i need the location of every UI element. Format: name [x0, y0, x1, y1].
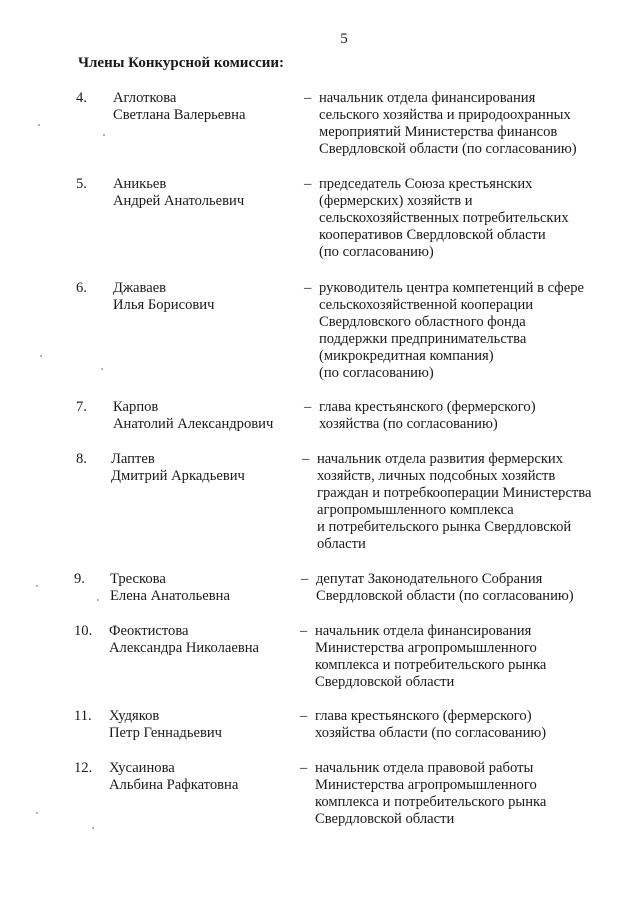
member-position — [315, 623, 615, 691]
scan-speck — [36, 812, 38, 814]
member-number: 4. — [76, 90, 87, 106]
member-name-line: Александра Николаевна — [109, 640, 260, 656]
member-name-line: Аглоткова — [113, 90, 177, 106]
member-position-line: депутат Законодательного Собрания — [316, 571, 543, 587]
member-position — [317, 451, 617, 553]
scan-speck — [103, 134, 105, 136]
member-dash: – — [304, 90, 312, 106]
member-name-line: Альбина Рафкатовна — [109, 777, 239, 793]
member-dash: – — [300, 623, 308, 639]
member-position-line: Министерства агропромышленного — [315, 777, 537, 793]
scan-speck — [36, 585, 38, 587]
member-name — [113, 280, 298, 314]
member-dash: – — [304, 176, 312, 192]
member-position-line: области — [317, 536, 366, 552]
member-number: 7. — [76, 399, 87, 415]
member-number: 8. — [76, 451, 87, 467]
member-dash: – — [300, 708, 308, 724]
member-name-line: Худяков — [109, 708, 160, 724]
member-position-line: мероприятий Министерства финансов — [319, 124, 558, 140]
member-name — [113, 90, 298, 124]
member-position-line: руководитель центра компетенций в сфере — [319, 280, 585, 296]
member-number: 6. — [76, 280, 87, 296]
member-position-line: глава крестьянского (фермерского) — [319, 399, 536, 415]
member-name-line: Карпов — [113, 399, 159, 415]
member-number: 10. — [74, 623, 93, 639]
member-name-line: Дмитрий Аркадьевич — [111, 468, 245, 484]
member-name-line: Илья Борисович — [113, 297, 215, 313]
member-number: 5. — [76, 176, 87, 192]
member-name-line: Светлана Валерьевна — [113, 107, 246, 123]
scan-speck — [97, 599, 99, 601]
member-position — [319, 280, 619, 382]
member-dash: – — [300, 760, 308, 776]
member-position-line: и потребительского рынка Свердловской — [317, 519, 572, 535]
member-position — [316, 571, 616, 605]
member-position-line: агропромышленного комплекса — [317, 502, 514, 518]
member-position — [319, 176, 619, 261]
member-position-line: (по согласованию) — [319, 365, 434, 381]
member-position-line: сельскохозяйственных потребительских — [319, 210, 569, 226]
member-number: 11. — [74, 708, 92, 724]
member-position-line: хозяйства области (по согласованию) — [315, 725, 547, 741]
member-name-line: Андрей Анатольевич — [113, 193, 245, 209]
scan-speck — [40, 355, 42, 357]
member-dash: – — [302, 451, 310, 467]
member-name-line: Трескова — [110, 571, 166, 587]
scan-speck — [38, 124, 40, 126]
member-position-line: комплекса и потребительского рынка — [315, 794, 547, 810]
page-number: 5 — [340, 31, 348, 47]
member-dash: – — [304, 280, 312, 296]
member-name-line: Феоктистова — [109, 623, 189, 639]
member-name-line: Аникьев — [113, 176, 167, 192]
member-position-line: поддержки предпринимательства — [319, 331, 527, 347]
member-position-line: Свердловской области (по согласованию) — [316, 588, 574, 604]
member-number: 12. — [74, 760, 93, 776]
member-position-line: начальник отдела финансирования — [319, 90, 536, 106]
member-position-line: Свердловской области — [315, 674, 455, 690]
scan-speck — [92, 827, 94, 829]
member-name — [109, 623, 294, 657]
member-name-line: Петр Геннадьевич — [109, 725, 223, 741]
member-position-line: глава крестьянского (фермерского) — [315, 708, 532, 724]
member-position-line: сельскохозяйственной кооперации — [319, 297, 534, 313]
member-name-line: Джаваев — [113, 280, 167, 296]
member-name-line: Хусаинова — [109, 760, 175, 776]
member-position-line: граждан и потребкооперации Министерства — [317, 485, 592, 501]
member-name — [109, 708, 294, 742]
member-position-line: Свердловской области — [315, 811, 455, 827]
member-position — [319, 90, 619, 158]
member-position-line: (по согласованию) — [319, 244, 434, 260]
member-dash: – — [301, 571, 309, 587]
member-name — [113, 399, 298, 433]
member-position — [315, 760, 615, 828]
member-number: 9. — [74, 571, 85, 587]
member-position-line: начальник отдела развития фермерских — [317, 451, 564, 467]
member-position-line: сельского хозяйства и природоохранных — [319, 107, 571, 123]
section-heading: Члены Конкурсной комиссии: — [78, 55, 285, 71]
member-position-line: начальник отдела правовой работы — [315, 760, 534, 776]
member-dash: – — [304, 399, 312, 415]
member-name — [111, 451, 296, 485]
member-name — [109, 760, 294, 794]
member-position-line: председатель Союза крестьянских — [319, 176, 533, 192]
member-position-line: (микрокредитная компания) — [319, 348, 494, 364]
member-position-line: Министерства агропромышленного — [315, 640, 537, 656]
member-position-line: хозяйства (по согласованию) — [319, 416, 498, 432]
member-position-line: Свердловской области (по согласованию) — [319, 141, 577, 157]
member-position — [319, 399, 619, 433]
member-position-line: Свердловского областного фонда — [319, 314, 526, 330]
member-name — [113, 176, 298, 210]
member-position-line: комплекса и потребительского рынка — [315, 657, 547, 673]
member-position — [315, 708, 615, 742]
member-position-line: начальник отдела финансирования — [315, 623, 532, 639]
member-name-line: Анатолий Александрович — [113, 416, 274, 432]
member-position-line: (фермерских) хозяйств и — [319, 193, 473, 209]
scan-speck — [101, 368, 103, 370]
member-position-line: хозяйств, личных подсобных хозяйств — [317, 468, 556, 484]
member-name — [110, 571, 295, 605]
member-name-line: Елена Анатольевна — [110, 588, 230, 604]
member-position-line: кооперативов Свердловской области — [319, 227, 546, 243]
member-name-line: Лаптев — [111, 451, 155, 467]
